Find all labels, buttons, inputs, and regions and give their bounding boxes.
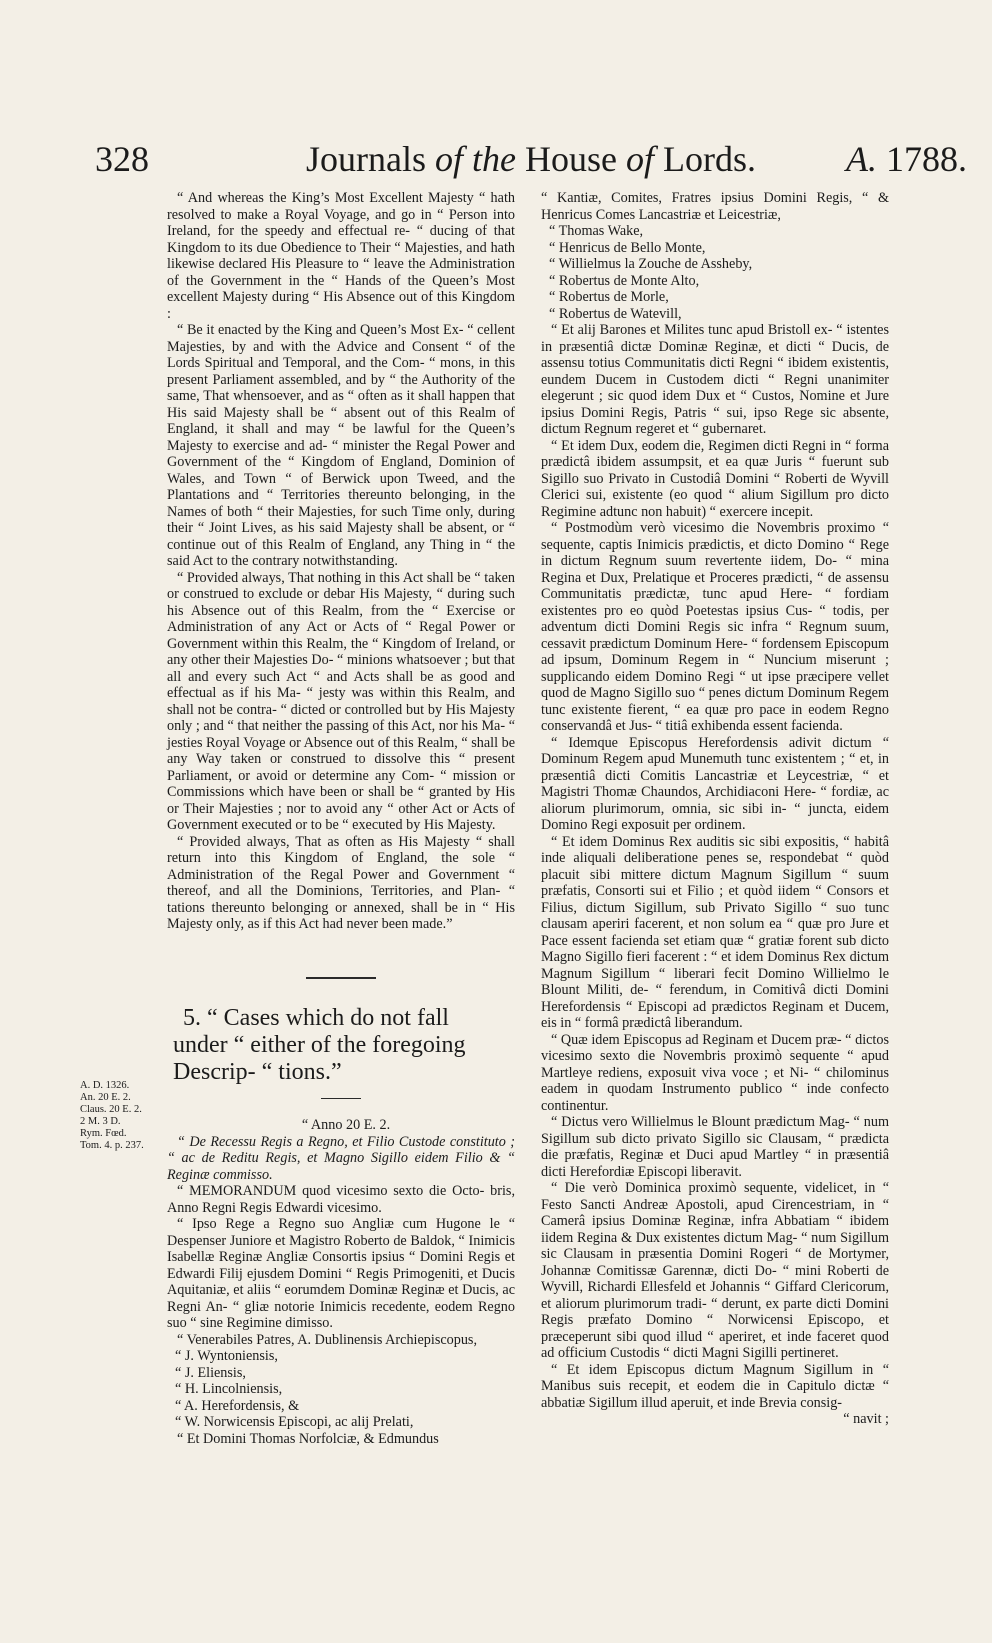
year-a: A.: [846, 139, 877, 179]
page-number: 328: [95, 139, 149, 179]
paragraph: “ De Recessu Regis a Regno, et Filio Custode constituto ; “ ac de Reditu Regis, et Magno Sigillo eidem Filio & “ Reginæ commisso.: [167, 1133, 515, 1183]
list-item: “ Henricus de Bello Monte,: [549, 239, 706, 256]
list-item: “ Robertus de Morle,: [549, 289, 669, 305]
paragraph: “ Postmodùm verò vicesimo die Novembris proximo “ sequente, captis Inimicis prædictis, et dicto Domino “ Rege in dictum Regnum suum revertente iidem, Do- “ mina Regina et Dux, Prelatique et Proceres prædicti, “ de assensu Communitatis prædictæ, tunc apud Here- “ fordiam existentes pro eo quòd Poetestas ipsius Cus- “ todis, per adventum dicti Domini Regis sic infra “ Regnum suum, cessavit prædictum Dominum Here- “ fordensem Episcopum ad ipsum, Dominum Regem in “ Nuncium miserunt ; supplicando eidem Domino Regi “ ut ipse præcipere vellet quod de Magno Sigillo suo “ penes dictum Dominum Regem tunc existente fierent, “ ea quæ pro pace in eodem Regno conservandâ et Jus- “ titiâ exhibenda essent facienda.: [541, 520, 889, 734]
list-item: “ W. Norwicensis Episcopi, ac alij Prelati,: [175, 1414, 414, 1430]
paragraph: “ Et idem Episcopus dictum Magnum Sigillum in “ Manibus suis recepit, et eodem die in Capitulo dictæ “ abbatiæ Sigillum illud aperuit, et inde Brevia consig-: [541, 1361, 889, 1411]
list-item: “ Robertus de Monte Alto,: [549, 272, 700, 289]
paragraph: “ Et Domini Thomas Norfolciæ, & Edmundus: [177, 1430, 439, 1447]
anno-heading: “ Anno 20 E. 2.: [301, 1117, 391, 1133]
list-item: “ J. Eliensis,: [175, 1364, 246, 1381]
margin-line: An. 20 E. 2.: [80, 1092, 131, 1103]
paragraph: “ Idemque Episcopus Herefordensis adivit dictum “ Dominum Regem apud Munemuth tunc existentem ; “ et, in præsentiâ dicti Comitis Lancastriæ et Leycestriæ, “ et Magistri Thomæ Chaundos, Archidiaconi Here- “ fordiæ, ac aliorum plurimorum, omnia, sic sibi in- “ juncta, eidem Domino Regi exposuit per ordinem.: [541, 734, 889, 833]
margin-line: A. D. 1326.: [80, 1080, 130, 1091]
title-journals: Journals: [306, 139, 426, 179]
list-item: “ A. Herefordensis, &: [175, 1397, 300, 1414]
paragraph: “ Quæ idem Episcopus ad Reginam et Ducem præ- “ dictos vicesimo sexto die Novembris proximò sequente “ apud Martleye rediens, exposuit viva voce ; et Ni- “ chilominus eadem in quodam Instrumento publico “ inde confecto continentur.: [541, 1031, 889, 1114]
paragraph: “ Be it enacted by the King and Queen’s Most Ex- “ cellent Majesties, by and with the Advice and Consent “ of the Lords Spiritual and Temporal, and the Com- “ mons, in this present Parliament assembled, and by “ the Authority of the same, That whensoever, and as “ often as it shall happen that His said Majesty shall be “ absent out of this Realm of England, it shall and may “ be lawful for the Queen’s Majesty to exercise and ad- “ minister the Regal Power and Government of the “ Kingdom of England, Dominion of Wales, and Town “ of Berwick upon Tweed, and the Plantations and “ Territories thereunto belonging, in the Names of both “ their Majesties, for such Time only, during their “ Joint Lives, as his said Majesty shall be absent, or “ continue out of this Realm of England, any Thing in “ the said Act to the contrary notwithstanding.: [167, 322, 515, 569]
catchword: “ navit ;: [843, 1411, 889, 1427]
list-item: “ H. Lincolniensis,: [175, 1381, 283, 1397]
left-column: [167, 190, 515, 1447]
section-heading: 5. “ Cases which do not fall under “ either of the foregoing Descrip- “ tions.”: [173, 1004, 466, 1085]
year-num: 1788.: [886, 139, 967, 179]
margin-line: Rym. Fœd.: [80, 1128, 127, 1139]
paragraph: “ And whereas the King’s Most Excellent Majesty “ hath resolved to make a Royal Voyage, and go in “ Person into Ireland, for the speedy and effectual re- “ ducing of that Kingdom to its due Obedience to Their “ Majesties, and hath likewise declared His Pleasure to “ leave the Administration of the Government in the “ Hands of the Queen’s Most excellent Majesty during “ His Absence out of this Kingdom :: [167, 190, 515, 322]
paragraph: “ Provided always, That as often as His Majesty “ shall return into this Kingdom of England, the sole “ Administration of the Regal Power and Government “ thereof, and all the Dominions, Territories, and Plan- “ tations thereunto belonging or annexed, shall be in “ His Majesty only, as if this Act had never been made.”: [167, 833, 515, 932]
list-item: “ Thomas Wake,: [549, 223, 644, 239]
title-of-the: of the: [435, 139, 516, 179]
right-column: [541, 190, 889, 1428]
year: [846, 138, 967, 180]
title-house: House: [524, 139, 617, 179]
margin-note: [80, 1080, 166, 1152]
paragraph: “ Et alij Barones et Milites tunc apud Bristoll ex- “ istentes in præsentiâ dictæ Dominæ Reginæ, et dicti “ Ducis, de assensu totius Communitatis dicti Regni “ ibidem existentis, eundem Ducem in Custodem dicti “ Regni unanimiter elegerunt ; sic quod idem Dux et “ Custos, Nomine et Jure ipsius Domini Regis, Patris “ sui, ipso Rege sic absente, dictum Regnum regeret et “ gubernaret.: [541, 322, 889, 437]
paragraph: “ Kantiæ, Comites, Fratres ipsius Domini Regis, “ & Henricus Comes Lancastriæ et Leicestriæ,: [541, 190, 889, 223]
paragraph: “ MEMORANDUM quod vicesimo sexto die Octo- bris, Anno Regni Regis Edwardi vicesimo.: [167, 1183, 515, 1216]
divider: [321, 1098, 361, 1100]
title-lords: Lords.: [663, 139, 756, 179]
list-item: “ J. Wyntoniensis,: [175, 1348, 278, 1364]
paragraph: “ Provided always, That nothing in this Act shall be “ taken or construed to exclude or debar His Majesty, “ during such his Absence out of this Realm, from the “ Exercise or Administration of any Act or Acts of “ Regal Power or Government within this Realm, the “ Kingdom of Ireland, or any other their Majesties Do- “ minions whatsoever ; but that all and every such Act “ and Acts shall be as good and effectual as if his Ma- “ jesty was within this Realm, and shall not be contra- “ dicted or controlled but by His Majesty only ; and “ that neither the passing of this Act, nor his Ma- “ jesties Royal Voyage or Absence out of this Realm, “ shall be any Way taken or construed to dissolve this “ present Parliament, or avoid or determine any Com- “ mission or Commissions which have been or shall be “ granted by His or Their Majesties ; nor to avoid any “ other Act or Acts of Government executed or to be “ executed by His Majesty.: [167, 569, 515, 833]
paragraph: “ Et idem Dux, eodem die, Regimen dicti Regni in “ forma prædictâ ibidem assumpsit, et ea quæ Juris “ fuerunt sub Sigillo suo Privato in Custodiâ Domini “ Roberti de Wyvill Clerici sui, existente (eo quod “ alium Sigillum pro dicto Regimine adtunc non habuit) “ exercere incepit.: [541, 437, 889, 520]
page-header: [95, 138, 967, 186]
paragraph: “ Ipso Rege a Regno suo Angliæ cum Hugone le “ Despenser Juniore et Magistro Roberto de Baldok, “ Inimicis Isabellæ Reginæ Angliæ Consortis ipsius “ Domini Regis et Edwardi Filij ejusdem Domini “ Regis Primogeniti, et Ducis Aquitaniæ, et aliis “ eorumdem Dominæ Reginæ et Ducis, ac Regni An- “ gliæ notorie Inimicis recedente, eodem Regno suo “ sine Regimine dimisso.: [167, 1216, 515, 1331]
running-title: [95, 138, 967, 180]
margin-line: 2 M. 3 D.: [80, 1116, 121, 1127]
margin-line: Tom. 4. p. 237.: [80, 1140, 144, 1151]
paragraph: “ Dictus vero Willielmus le Blount prædictum Mag- “ num Sigillum sub dicto privato Sigillo sic Clausam, “ prædicta die præfatis, Reginæ et Duci apud Martley “ in præsentiâ dicti Herefordiæ Episcopi liberavit.: [541, 1114, 889, 1180]
paragraph: “ Venerabiles Patres, A. Dublinensis Archiepiscopus,: [177, 1331, 477, 1348]
list-item: “ Willielmus la Zouche de Assheby,: [549, 256, 753, 272]
divider: [306, 977, 376, 979]
paragraph: “ Et idem Dominus Rex auditis sic sibi expositis, “ habitâ inde aliquali deliberatione penes se, respondebat “ quòd placuit sibi mittere dictum Magnum Sigillum “ suum præfatis, Consorti sui et Filio ; et quòd iidem “ Consors et Filius, dictum Sigillum, sub Privato Sigillo “ suo tunc clausam aperiri facerent, et non solum ea “ quæ pro Jure et Pace essent facienda set etiam quæ “ gratiæ forent sub dicto Magno Sigillo fieri facerent : “ et idem Dominus Rex dictum Magnum Sigillum “ liberari fecit Domino Willielmo le Blount Militi, de- “ ferendum, in Comitivâ dicti Domini Herefordensis “ Episcopi ad prædictos Reginam et Ducem, eis in “ formâ prædictâ liberandum.: [541, 833, 889, 1031]
paragraph: “ Die verò Dominica proximò sequente, videlicet, in “ Festo Sancti Andreæ Apostoli, apud Cirencestriam, in “ Camerâ ipsius Dominæ Reginæ, infra Abbatiam “ ibidem iidem Regina & Dux existentes dictum Mag- “ num Sigillum sic Clausam in præsentia Domini Rogeri “ de Mortymer, Johannæ Comitissæ Garennæ, dicti Do- “ mini Roberti de Wyvill, Richardi Ellesfeld et Johannis “ Giffard Clericorum, et aliorum plurimorum tradi- “ derunt, ex parte dicti Domini Regis præfato Domino “ Norwicensi Episcopo, et præceperunt sibi quod illud “ aperiret, et inde faceret quod ad officium Custodis “ dicti Magni Sigilli pertineret.: [541, 1180, 889, 1361]
margin-line: Claus. 20 E. 2.: [80, 1104, 142, 1115]
title-of: of: [625, 139, 654, 179]
list-item: “ Robertus de Watevill,: [549, 305, 682, 322]
